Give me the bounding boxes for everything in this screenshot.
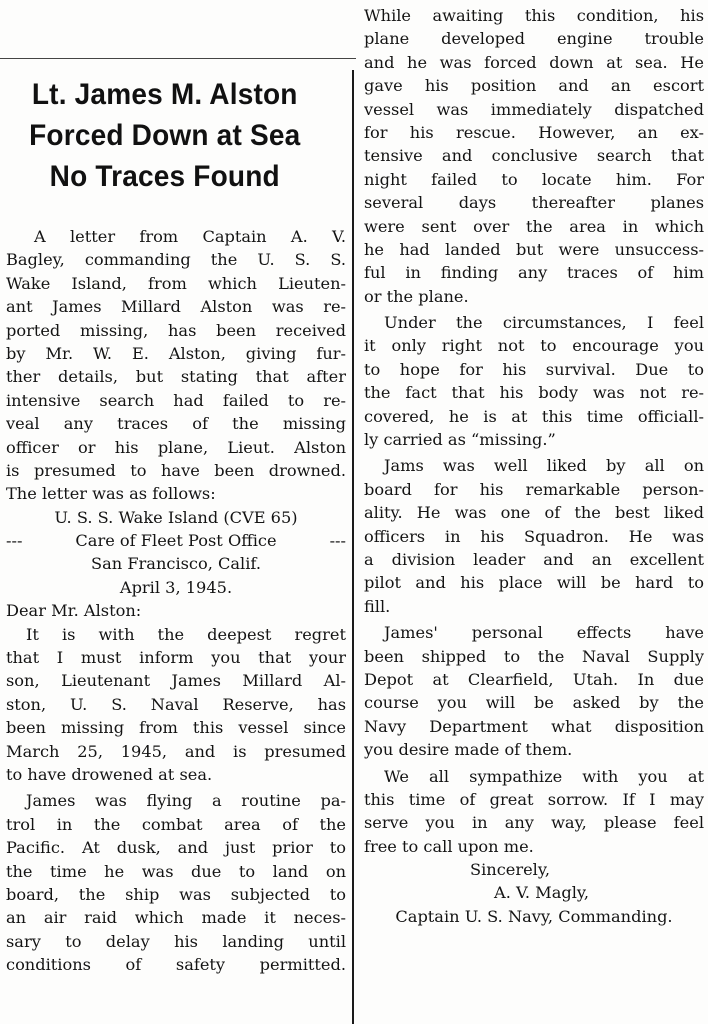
signature: A. V. Magly, (494, 883, 590, 903)
intro-paragraph (6, 225, 346, 506)
text-line: by Mr. W. E. Alston, giving fur- (6, 343, 346, 363)
text-line: intensive search had failed to re- (6, 390, 346, 410)
text-line: ther details, but stating that after (6, 367, 346, 387)
address-line: Care of Fleet Post Office (75, 531, 277, 551)
text-line: or the plane. (364, 286, 469, 306)
text-line: officers in his Squadron. He was (364, 526, 704, 546)
text-line: gave his position and an escort (364, 76, 704, 96)
signature-title: Captain U. S. Navy, Commanding. (395, 906, 673, 926)
right-column (364, 4, 704, 928)
text-line: covered, he is at this time officiall- (364, 406, 704, 426)
text-line: A letter from Captain A. V. (34, 227, 346, 246)
letter-paragraph-4 (364, 454, 704, 618)
headline-line-2: Forced Down at Sea (29, 119, 301, 152)
dash-right: --- (329, 531, 346, 551)
text-line: been shipped to the Naval Supply (364, 646, 704, 666)
text-line: he had landed but were unsuccess- (364, 239, 704, 259)
top-rule (0, 58, 356, 59)
text-line: were sent over the area in which (364, 216, 704, 236)
text-line: While awaiting this condition, his (364, 6, 704, 25)
column-divider (352, 70, 354, 1024)
text-line: fill. (364, 596, 391, 616)
text-line: James was flying a routine pa- (26, 791, 346, 811)
text-line: the time he was due to land on (6, 861, 346, 881)
text-line: plane developed engine trouble (364, 29, 704, 49)
text-line: board, the ship was subjected to (6, 884, 346, 904)
text-line: this time of great sorrow. If I may (364, 789, 704, 809)
text-line: ston, U. S. Naval Reserve, has (6, 694, 346, 714)
text-line: tensive and conclusive search that (364, 146, 704, 166)
text-line: to hope for his survival. Due to (364, 359, 704, 379)
text-line: son, Lieutenant James Millard Al- (6, 671, 346, 691)
letter-address (6, 506, 346, 600)
text-line: The letter was as follows: (6, 484, 216, 504)
text-line: that I must inform you that your (6, 648, 346, 668)
text-line: is presumed to have been drowned. (6, 460, 346, 480)
closing: Sincerely, (470, 860, 550, 880)
text-line: James' personal effects have (384, 623, 704, 643)
text-line: veal any traces of the missing (6, 414, 346, 434)
text-line: Jams was well liked by all on (384, 456, 704, 476)
text-line: Navy Department what disposition (364, 716, 704, 736)
letter-paragraph-1 (6, 623, 346, 787)
headline-line-1: Lt. James M. Alston (31, 78, 298, 111)
text-line: ality. He was one of the best liked (364, 503, 704, 523)
text-line: ported missing, has been received (6, 320, 346, 340)
address-line: San Francisco, Calif. (91, 554, 261, 574)
text-line: and he was forced down at sea. He (364, 52, 704, 72)
text-line: Wake Island, from which Lieuten- (6, 273, 346, 293)
text-line: to have drowened at sea. (6, 764, 213, 784)
text-line: ful in finding any traces of him (364, 263, 704, 283)
text-line: it only right not to encourage you (364, 336, 704, 356)
text-line: trol in the combat area of the (6, 814, 346, 834)
text-line: Under the circumstances, I feel (384, 313, 704, 333)
text-line: We all sympathize with you at (384, 766, 704, 786)
text-line: Bagley, commanding the U. S. S. (6, 250, 346, 270)
text-line: for his rescue. However, an ex- (364, 122, 704, 142)
letter-paragraph-6 (364, 765, 704, 859)
dash-left: --- (6, 531, 23, 551)
text-line: free to call upon me. (364, 836, 534, 856)
text-line: ly carried as “missing.” (364, 430, 556, 450)
letter-paragraph-3 (364, 311, 704, 451)
headline-line-3: No Traces Found (49, 160, 280, 193)
text-line: pilot and his place will be hard to (364, 573, 704, 593)
text-line: the fact that his body was not re- (364, 383, 704, 403)
letter-paragraph-2 (6, 789, 346, 976)
text-line: vessel was immediately dispatched (364, 99, 704, 119)
salutation: Dear Mr. Alston: (6, 601, 142, 621)
text-line: sary to delay his landing until (6, 931, 346, 951)
text-line: ant James Millard Alston was re- (6, 297, 346, 317)
text-line: you desire made of them. (364, 740, 573, 760)
text-line: an air raid which made it neces- (6, 908, 346, 928)
date-line: April 3, 1945. (119, 577, 233, 597)
text-line: March 25, 1945, and is presumed (6, 741, 346, 761)
address-line: U. S. S. Wake Island (CVE 65) (54, 507, 298, 527)
letter-paragraph-5 (364, 621, 704, 761)
text-line: a division leader and an excellent (364, 549, 704, 569)
text-line: board for his remarkable person- (364, 479, 704, 499)
text-line: several days thereafter planes (364, 193, 704, 213)
text-line: Depot at Clearfield, Utah. In due (364, 669, 704, 689)
left-column (6, 225, 346, 977)
address-line-with-dashes (6, 529, 346, 552)
text-line: Pacific. At dusk, and just prior to (6, 838, 346, 858)
text-line: conditions of safety permitted. (6, 955, 346, 975)
headline (8, 74, 322, 197)
text-line: It is with the deepest regret (26, 624, 346, 644)
text-line: serve you in any way, please feel (364, 813, 704, 833)
text-line: been missing from this vessel since (6, 718, 346, 738)
text-line: night failed to locate him. For (364, 169, 704, 189)
text-line: course you will be asked by the (364, 693, 704, 713)
text-line: officer or his plane, Lieut. Alston (6, 437, 346, 457)
letter-closing (364, 858, 704, 928)
letter-paragraph-2-continued (364, 4, 704, 308)
